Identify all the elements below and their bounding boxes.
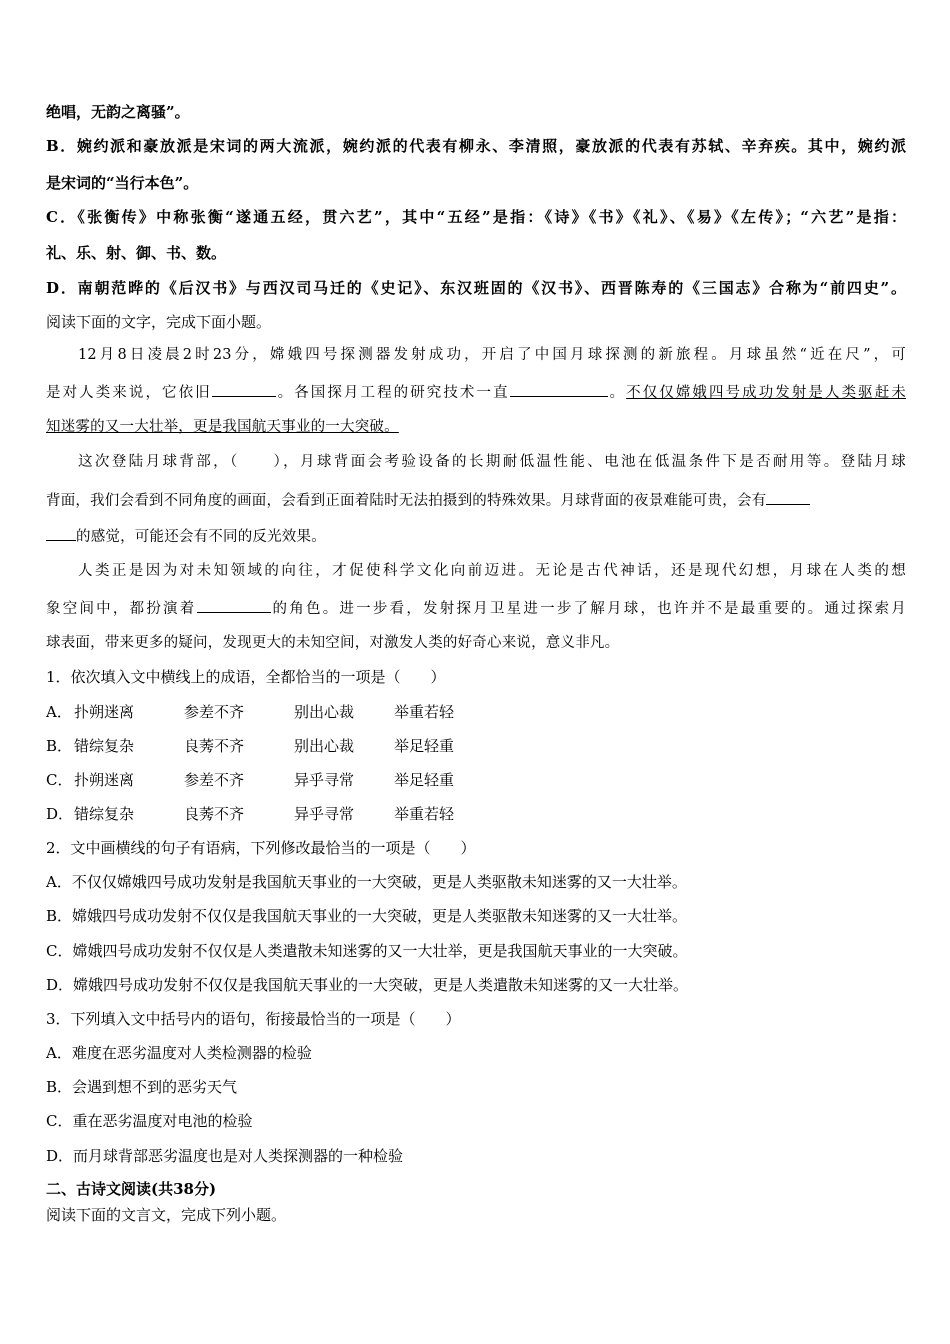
prev-option-c-line1: C．《张衡传》中称张衡“遂通五经，贯六艺”，其中“五经”是指：《诗》《书》《礼》、《易》《左传》；“六艺”是指：	[46, 208, 906, 226]
option-item: 参差不齐	[184, 771, 245, 789]
option-item: 良莠不齐	[184, 737, 245, 755]
passage-text: 。	[607, 385, 627, 401]
question-1-option-b	[46, 735, 906, 757]
passage-text: 。各国探月工程的研究技术一直	[275, 385, 510, 401]
reading-intro: 阅读下面的文字，完成下面小题。	[46, 313, 272, 331]
passage-p3-line2	[46, 596, 906, 620]
passage-p2-line1: 这次登陆月球背部，（ ），月球背面会考验设备的长期耐低温性能、电池在低温条件下是否耐用等。登陆月球	[78, 454, 906, 470]
option-item: 异乎寻常	[294, 771, 355, 789]
question-2-option-d: D．嫦娥四号成功发射不仅仅是我国航天事业的一大突破，更是人类遣散未知迷雾的又一大壮举。	[46, 976, 689, 994]
question-3-option-d: D．而月球背部恶劣温度也是对人类探测器的一种检验	[46, 1147, 404, 1165]
underlined-sentence-part1: 不仅仅嫦娥四号成功发射是人类驱赶未	[626, 385, 907, 401]
option-item: 扑朔迷离	[74, 703, 135, 721]
question-2-option-c: C．嫦娥四号成功发射不仅仅是人类遣散未知迷雾的又一大壮举，更是我国航天事业的一大突破。	[46, 942, 688, 960]
option-letter: D．	[46, 805, 74, 823]
option-item: 举足轻重	[394, 737, 455, 755]
question-1-stem: 1．依次填入文中横线上的成语，全都恰当的一项是（ ）	[46, 668, 446, 686]
question-1-option-c	[46, 769, 906, 791]
option-item: 参差不齐	[184, 703, 245, 721]
section-2-intro: 阅读下面的文言文，完成下列小题。	[46, 1206, 287, 1224]
passage-p1-line2	[46, 380, 906, 404]
passage-p2-line2	[46, 488, 906, 512]
underlined-sentence-part2: 知迷雾的又一大壮举，更是我国航天事业的一大突破。	[46, 419, 399, 435]
prev-option-a-end: 绝唱，无韵之离骚”。	[46, 103, 190, 121]
prev-option-b-line1: B．婉约派和豪放派是宋词的两大流派，婉约派的代表有柳永、李清照，豪放派的代表有苏轼、辛弃疾。其中，婉约派	[46, 137, 906, 155]
question-1-option-d	[46, 803, 906, 825]
fill-blank-2	[510, 380, 608, 397]
option-letter: C．	[46, 771, 73, 789]
fill-blank-3a	[766, 488, 810, 505]
option-letter: A．	[46, 703, 72, 721]
option-item: 良莠不齐	[184, 805, 245, 823]
passage-text: 的角色。进一步看，发射探月卫星进一步了解月球，也许并不是最重要的。通过探索月	[270, 601, 906, 617]
question-1-option-a	[46, 701, 906, 723]
passage-p3-line1: 人类正是因为对未知领域的向往，才促使科学文化向前迈进。无论是古代神话，还是现代幻想，月球在人类的想	[78, 563, 906, 579]
option-item: 举重若轻	[394, 703, 455, 721]
passage-p2-line3	[46, 524, 906, 548]
passage-text: 是对人类来说，它依旧	[46, 385, 212, 401]
prev-option-d-line1: D．南朝范晔的《后汉书》与西汉司马迁的《史记》、东汉班固的《汉书》、西晋陈寿的《三国志》合称为“前四史”。	[46, 279, 906, 297]
passage-text: 象空间中，都扮演着	[46, 601, 197, 617]
question-2-option-b: B．嫦娥四号成功发射不仅仅是我国航天事业的一大突破，更是人类驱散未知迷雾的又一大壮举。	[46, 907, 688, 925]
passage-text: 的感觉，可能还会有不同的反光效果。	[76, 529, 326, 545]
prev-option-c-line2: 礼、乐、射、御、书、数。	[46, 244, 227, 262]
fill-blank-1	[212, 380, 276, 397]
option-letter: B．	[46, 737, 73, 755]
section-2-heading: 二、古诗文阅读(共38分)	[46, 1180, 217, 1198]
fill-blank-4	[197, 596, 271, 613]
option-item: 举重若轻	[394, 805, 455, 823]
option-item: 举足轻重	[394, 771, 455, 789]
passage-text: 背面，我们会看到不同角度的画面，会看到正面着陆时无法拍摄到的特殊效果。月球背面的夜景难能可贵，会有	[46, 493, 767, 509]
option-item: 异乎寻常	[294, 805, 355, 823]
passage-p3-line3: 球表面，带来更多的疑问，发现更大的未知空间，对激发人类的好奇心来说，意义非凡。	[46, 635, 620, 651]
option-item: 错综复杂	[74, 737, 135, 755]
question-3-option-b: B．会遇到想不到的恶劣天气	[46, 1078, 238, 1096]
question-2-stem: 2．文中画横线的句子有语病，下列修改最恰当的一项是（ ）	[46, 839, 476, 857]
passage-p1-line1: 12月8日凌晨2时23分，嫦娥四号探测器发射成功，开启了中国月球探测的新旅程。月球虽然“近在尺”，可	[78, 347, 906, 363]
option-item: 扑朔迷离	[74, 771, 135, 789]
option-item: 别出心裁	[294, 737, 355, 755]
question-3-stem: 3．下列填入文中括号内的语句，衔接最恰当的一项是（ ）	[46, 1010, 461, 1028]
option-item: 别出心裁	[294, 703, 355, 721]
question-3-option-c: C．重在恶劣温度对电池的检验	[46, 1112, 253, 1130]
question-2-option-a: A．不仅仅嫦娥四号成功发射是我国航天事业的一大突破，更是人类驱散未知迷雾的又一大壮举。	[46, 873, 687, 891]
question-3-option-a: A．难度在恶劣温度对人类检测器的检验	[46, 1044, 312, 1062]
fill-blank-3b	[46, 524, 76, 541]
prev-option-b-line2: 是宋词的“当行本色”。	[46, 174, 199, 192]
passage-p1-line3	[46, 416, 906, 438]
option-item: 错综复杂	[74, 805, 135, 823]
